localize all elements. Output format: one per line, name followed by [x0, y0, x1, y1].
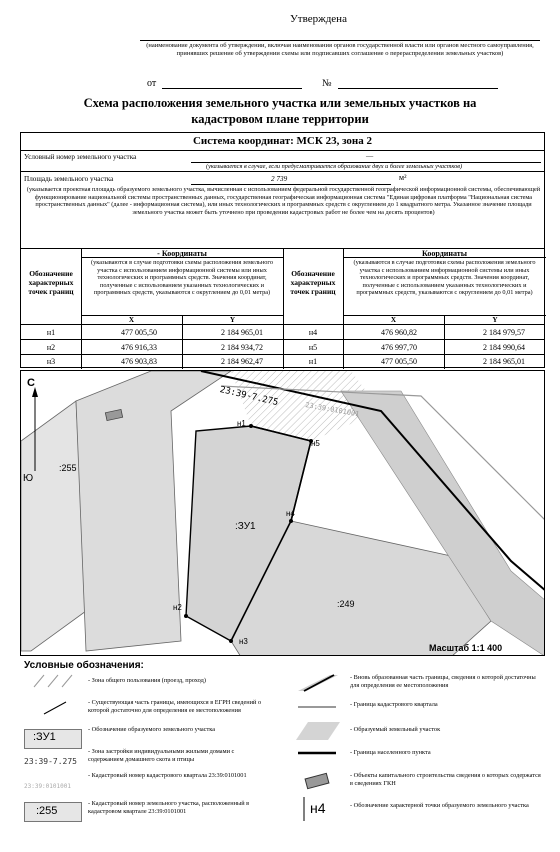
coord-system-title: Система координат: МСК 23, зона 2	[192, 135, 373, 147]
cond-number-note: (указывается в случае, если предусматривается образование двух и более земельных участков)	[206, 163, 463, 170]
parcel-sample-label: :255	[36, 805, 58, 817]
legend-capital-objects: - Объекты капитального строительства сведения о которых содержатся в сведениях ГКН	[350, 772, 541, 787]
approved-label: Утверждена	[290, 13, 347, 25]
table-row: н1	[46, 328, 56, 337]
area-value: 2 739	[271, 175, 288, 183]
point-n3: н3	[239, 637, 248, 646]
common-zone-icon	[24, 673, 86, 689]
table-row: 2 184 962,47	[221, 357, 263, 366]
col-coords-note-left: (указываются в случае подготовки схемы расположения земельного участка с использованием информационной системы или иных технологических и программных средств. Значения координат, полученные с использованием указанных технологических и программных средств, указываются с округлением до 0,01 метра)	[91, 259, 273, 297]
x-header-left: X	[128, 316, 135, 324]
y-header-left: Y	[229, 316, 236, 324]
col-coords-right: Координаты	[422, 249, 467, 258]
point-n1: н1	[237, 419, 246, 428]
legend-parcel: - Кадастровый номер земельного участка, расположенный в кадастровом квартале 23:39:0101001	[88, 800, 250, 815]
zu-sample-label: :ЗУ1	[33, 731, 56, 743]
legend-title: Условные обозначения:	[24, 660, 144, 671]
col-coords-note-right: (указываются в случае подготовки схемы расположения земельного участка с использованием информационной системы или иных технологических и программных средств. Значения координат, полученные с использованием указанных технологических и программных средств, указываются с округлением до 0,01 метра)	[353, 259, 536, 297]
table-row: н5	[308, 343, 318, 352]
area-unit: м²	[399, 173, 407, 182]
x-header-right: X	[390, 316, 397, 324]
table-row: 477 005,50	[381, 357, 417, 366]
point-sample-label: н4	[310, 800, 326, 816]
table-row: 2 184 965,01	[483, 357, 525, 366]
legend-zu-label: - Обозначение образуемого земельного участка	[88, 726, 215, 733]
north-label: С	[27, 377, 35, 389]
legend-new-border: - Вновь образованная часть границы, сведения о которой достаточны для определения ее местоположения	[350, 674, 536, 689]
legend-kvartal: - Кадастровый номер кадастрового квартала 23:39:0101001	[88, 772, 247, 779]
kvartal-sample-2: 23:39:0101001	[24, 783, 71, 790]
from-label: от	[147, 78, 157, 89]
zu1-label: :ЗУ1	[235, 521, 256, 532]
cond-number-value: —	[366, 152, 374, 160]
legend-common-zone: - Зона общего пользования (проезд, проход)	[88, 677, 206, 684]
table-row: 476 903,83	[121, 357, 157, 366]
legend-kvartal-border: - Граница кадастрового квартала	[350, 701, 438, 708]
legend-point: - Обозначение характерной точки образуемого земельного участка	[350, 802, 529, 809]
doc-note: (наименование документа об утверждении, включая наименования органов государственной власти или органов местного самоуправления, принявших решение об утверждении схемы или подписавших соглашение о перераспределении земельных участков)	[146, 42, 534, 58]
kvartal-sample: 23:39-7.275	[24, 757, 77, 766]
settlement-border-icon	[290, 746, 346, 760]
cond-number-label: Условный номер земельного участка	[24, 153, 137, 161]
area-label: Площадь земельного участка	[24, 175, 114, 183]
coordinates-table	[20, 132, 545, 368]
table-row: н1	[308, 357, 318, 366]
number-line	[338, 88, 498, 89]
kvartal-label-2: 23:39:0101001	[304, 401, 360, 419]
col-point-right: Обозначение характерных точек границ	[290, 269, 336, 296]
kvartal-label: 23:39-7.275	[218, 385, 280, 409]
cadastral-map	[20, 370, 545, 656]
existing-border-icon	[24, 700, 86, 716]
table-row: 2 184 965,01	[221, 328, 263, 337]
table-row: 477 005,50	[121, 328, 157, 337]
legend-existing-border: - Существующая часть границы, имеющихся в ЕГРН сведений о которой достаточно для определения ее местоположения	[88, 699, 262, 714]
kvartal-border-icon	[290, 700, 346, 714]
table-row: н3	[46, 357, 56, 366]
parcel-249-label: :249	[337, 599, 355, 609]
table-row: н2	[46, 343, 56, 352]
table-row: 476 997,70	[381, 343, 417, 352]
new-border-icon	[290, 673, 346, 693]
capital-object-icon	[298, 770, 340, 792]
from-line	[162, 88, 302, 89]
page-title: Схема расположения земельного участка или земельных участков на кадастровом плане территории	[83, 96, 477, 126]
scale-label: Масштаб 1:1 400	[429, 643, 503, 653]
formed-parcel-icon	[290, 720, 346, 742]
legend-settlement-border: - Граница населенного пункта	[350, 749, 431, 756]
area-note: (указывается проектная площадь образуемого земельного участка, вычисленная с использованием федеральной государственной географической информационной системы, обеспечивающей функционирование национальной системы пространственных данных, государственная географическая информационная система "Единая цифровая платформа "Национальная система пространственных данных" (далее - информационная система), или иных технологических и программных средств с округлением до 1 квадратного метра. Указанное значение площади земельного участка может быть уточнено при проведении кадастровых работ не более чем на десять процентов)	[26, 186, 541, 216]
point-n5: н5	[311, 439, 320, 448]
point-n4: н4	[286, 509, 295, 518]
table-row: 2 184 934,72	[221, 343, 263, 352]
table-row: 476 960,82	[381, 328, 417, 337]
legend-individual-zone: - Зона застройки индивидуальными жилыми домами с содержанием домашнего скота и птицы	[88, 748, 235, 763]
number-label: №	[322, 78, 332, 89]
y-header-right: Y	[492, 316, 498, 324]
col-coords-left: - Координаты	[157, 249, 207, 258]
parcel-255-shape	[21, 401, 86, 651]
table-row: 2 184 990,64	[483, 343, 525, 352]
table-row: 2 184 979,57	[483, 328, 525, 337]
point-n2: н2	[173, 603, 182, 612]
table-row: н4	[308, 328, 318, 337]
doc-line	[140, 40, 540, 41]
legend-formed-parcel: - Образуемый земельный участок	[350, 726, 441, 733]
parcel-255-label: :255	[59, 463, 77, 473]
col-point-left: Обозначение характерных точек границ	[28, 269, 74, 296]
south-label: Ю	[23, 473, 34, 484]
map-drawing	[21, 371, 545, 656]
table-row: 476 916,33	[121, 343, 157, 352]
